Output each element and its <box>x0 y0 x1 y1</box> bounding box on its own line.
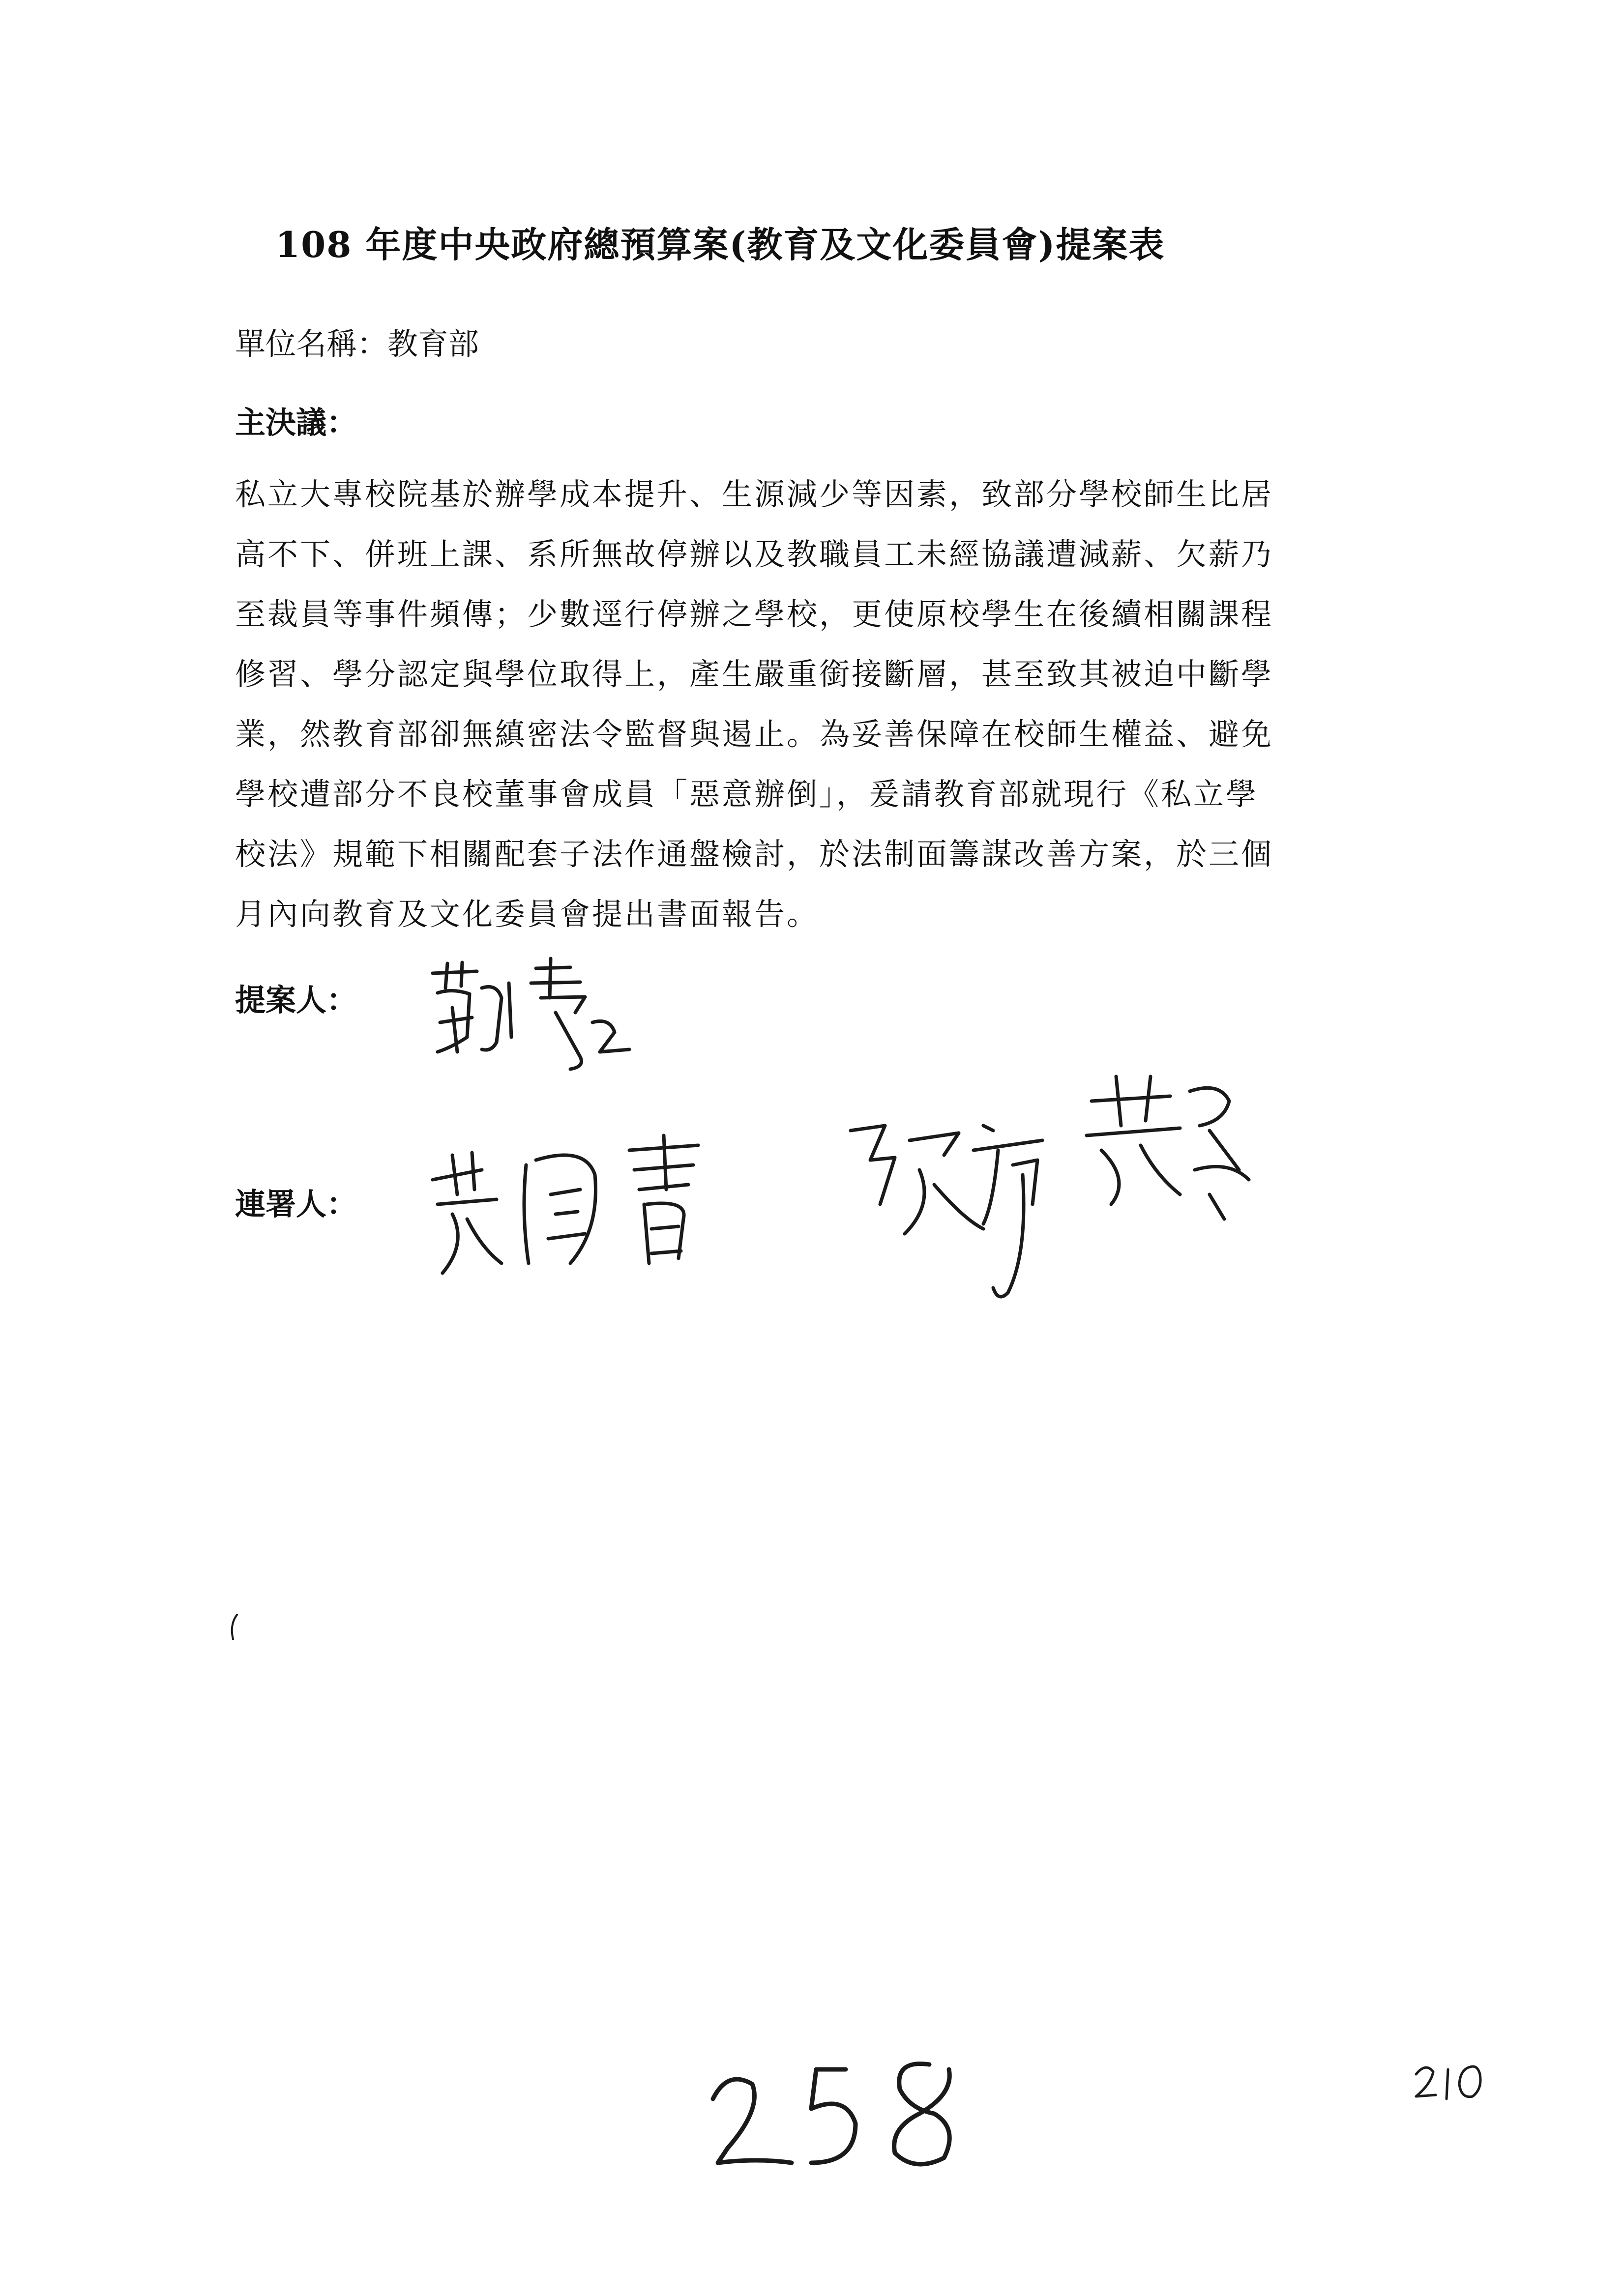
proposer-label: 提案人： <box>235 982 357 1018</box>
body-line: 修習、學分認定與學位取得上，產生嚴重銜接斷層，甚至致其被迫中斷學 <box>235 656 1274 692</box>
body-line: 業，然教育部卻無縝密法令監督與遏止。為妥善保障在校師生權益、避免 <box>235 716 1274 752</box>
unit-name: 單位名稱：教育部 <box>235 326 479 362</box>
body-line: 高不下、併班上課、系所無故停辦以及教職員工未經協議遭減薪、欠薪乃 <box>235 536 1274 572</box>
cosigner-signature-2 <box>836 1057 1278 1312</box>
cosigner-label: 連署人： <box>235 1186 357 1222</box>
stray-pen-mark <box>227 1612 242 1642</box>
body-line: 月內向教育及文化委員會提出書面報告。 <box>235 896 820 932</box>
handwritten-page-number <box>698 2040 974 2187</box>
cosigner-signature-1 <box>423 1131 806 1288</box>
document-title: 108 年度中央政府總預算案(教育及文化委員會)提案表 <box>275 224 1165 265</box>
handwritten-corner-number <box>1406 2055 1495 2109</box>
body-line: 私立大專校院基於辦學成本提升、生源減少等因素，致部分學校師生比居 <box>235 476 1274 512</box>
main-resolution-heading: 主決議： <box>235 405 357 440</box>
proposer-signature <box>423 954 649 1081</box>
body-line: 校法》規範下相關配套子法作通盤檢討，於法制面籌謀改善方案，於三個 <box>235 836 1274 872</box>
resolution-body <box>235 465 1376 944</box>
body-line: 學校遭部分不良校董事會成員「惡意辦倒」，爰請教育部就現行《私立學 <box>235 776 1259 812</box>
body-line: 至裁員等事件頻傳；少數逕行停辦之學校，更使原校學生在後續相關課程 <box>235 596 1274 632</box>
